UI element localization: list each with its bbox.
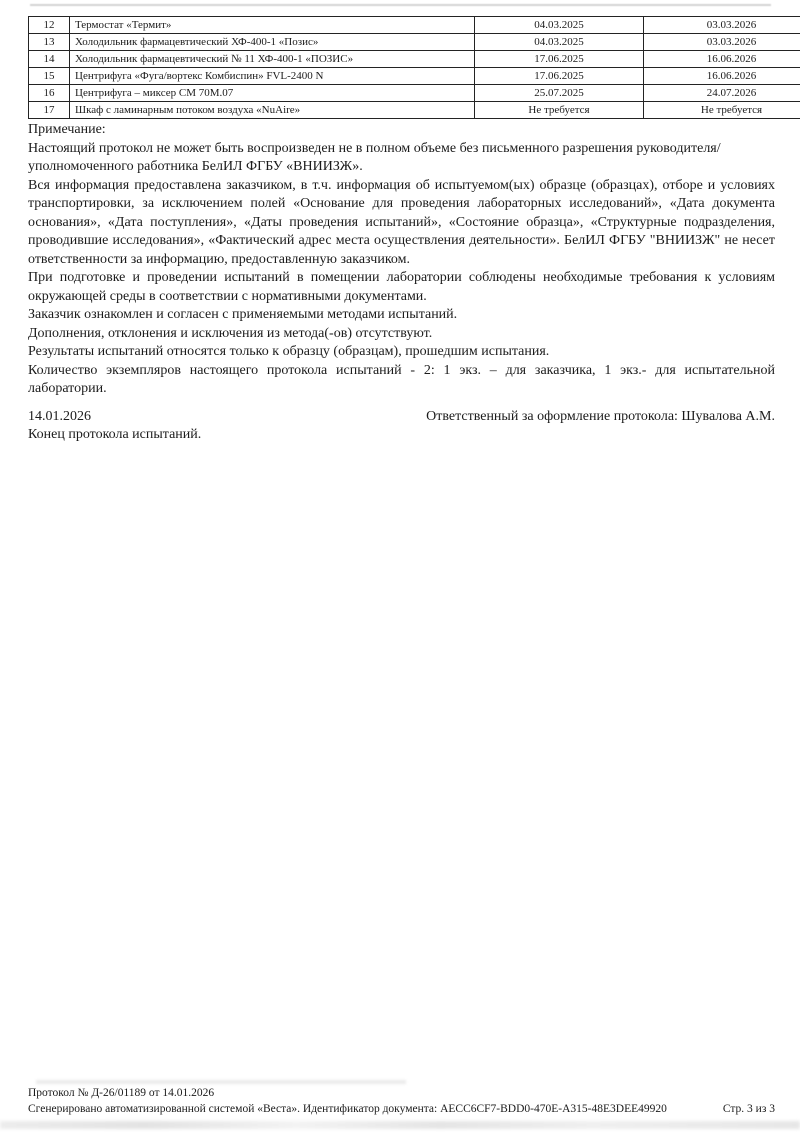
note-paragraph: Заказчик ознакомлен и согласен с применяемыми методами испытаний. xyxy=(28,307,458,322)
equipment-name-cell: Холодильник фармацевтический ХФ-400-1 «Позис» xyxy=(70,34,475,51)
note-paragraph: При подготовке и проведении испытаний в помещении лаборатории соблюдены необходимые требования к условиям окружающей среды в соответствии с нормативными документами. xyxy=(28,270,775,304)
row-number-cell: 12 xyxy=(29,17,70,34)
row-number-cell: 16 xyxy=(29,85,70,102)
notes-section xyxy=(28,121,775,399)
valid-from-cell: 04.03.2025 xyxy=(475,34,644,51)
table-row xyxy=(29,85,800,102)
valid-from-cell: Не требуется xyxy=(475,102,644,119)
valid-from-cell: 04.03.2025 xyxy=(475,17,644,34)
equipment-name-cell: Центрифуга «Фуга/вортекс Комбиспин» FVL-2400 N xyxy=(70,68,475,85)
equipment-name-cell: Холодильник фармацевтический № 11 ХФ-400-1 «ПОЗИС» xyxy=(70,51,475,68)
equipment-name-cell: Термостат «Термит» xyxy=(70,17,475,34)
row-number-cell: 13 xyxy=(29,34,70,51)
valid-to-cell: 03.03.2026 xyxy=(644,17,800,34)
valid-to-cell: Не требуется xyxy=(644,102,800,119)
scan-artifact-top-line xyxy=(30,4,771,6)
document-body xyxy=(28,16,775,445)
note-paragraph: Результаты испытаний относятся только к образцу (образцам), прошедшим испытания. xyxy=(28,344,550,359)
equipment-name-cell: Центрифуга – миксер СМ 70М.07 xyxy=(70,85,475,102)
note-paragraph: Дополнения, отклонения и исключения из метода(-ов) отсутствуют. xyxy=(28,325,433,341)
footer-generated-text: Сгенерировано автоматизированной системой «Веста». Идентификатор документа: AECC6CF7-BDD0-470E-A315-48E3DEE49920 xyxy=(28,1102,667,1115)
protocol-date: 14.01.2026 xyxy=(28,408,91,424)
table-row xyxy=(29,102,800,119)
valid-from-cell: 17.06.2025 xyxy=(475,68,644,85)
footer-generated-row xyxy=(28,1102,775,1118)
valid-to-cell: 16.06.2026 xyxy=(644,68,800,85)
signature-row xyxy=(28,408,775,427)
table-row xyxy=(29,68,800,85)
valid-from-cell: 17.06.2025 xyxy=(475,51,644,68)
page-footer xyxy=(28,1086,775,1117)
responsible-person: Ответственный за оформление протокола: Шувалова А.М. xyxy=(426,408,775,424)
table-row xyxy=(29,17,800,34)
row-number-cell: 17 xyxy=(29,102,70,119)
valid-from-cell: 25.07.2025 xyxy=(475,85,644,102)
valid-to-cell: 03.03.2026 xyxy=(644,34,800,51)
note-paragraph: Количество экземпляров настоящего протокола испытаний - 2: 1 экз. – для заказчика, 1 экз.- для испытательной лаборатории. xyxy=(28,362,775,396)
footer-page-indicator: Стр. 3 из 3 xyxy=(722,1102,775,1115)
valid-to-cell: 16.06.2026 xyxy=(644,51,800,68)
valid-to-cell: 24.07.2026 xyxy=(644,85,800,102)
note-paragraph: Вся информация предоставлена заказчиком, в т.ч. информация об испытуемом(ых) образце (образцах), отборе и условиях транспортировки, за исключением полей «Основание для проведения лабораторных исследований», «Дата документа основания», «Дата поступления», «Даты проведения испытаний», «Состояние образца», «Структурные подразделения, проводившие исследования», «Фактический адрес места осуществления деятельности». БелИЛ ФГБУ "ВНИИЗЖ" не несет ответственности за информацию, предоставленную заказчиком. xyxy=(28,177,775,267)
equipment-table xyxy=(28,16,800,119)
table-row xyxy=(29,51,800,68)
end-of-protocol-line: Конец протокола испытаний. xyxy=(28,427,202,442)
table-row xyxy=(29,34,800,51)
scan-artifact-footer-smudge xyxy=(36,1080,406,1084)
footer-protocol-number: Протокол № Д-26/01189 от 14.01.2026 xyxy=(28,1087,215,1099)
scan-artifact-bottom-smudge xyxy=(0,1121,800,1129)
row-number-cell: 14 xyxy=(29,51,70,68)
row-number-cell: 15 xyxy=(29,68,70,85)
notes-heading: Примечание: xyxy=(28,122,106,137)
note-paragraph: Настоящий протокол не может быть воспроизведен не в полном объеме без письменного разрешения руководителя/уполномоченного работника БелИЛ ФГБУ «ВНИИЗЖ». xyxy=(28,140,721,174)
equipment-name-cell: Шкаф с ламинарным потоком воздуха «NuAire» xyxy=(70,102,475,119)
